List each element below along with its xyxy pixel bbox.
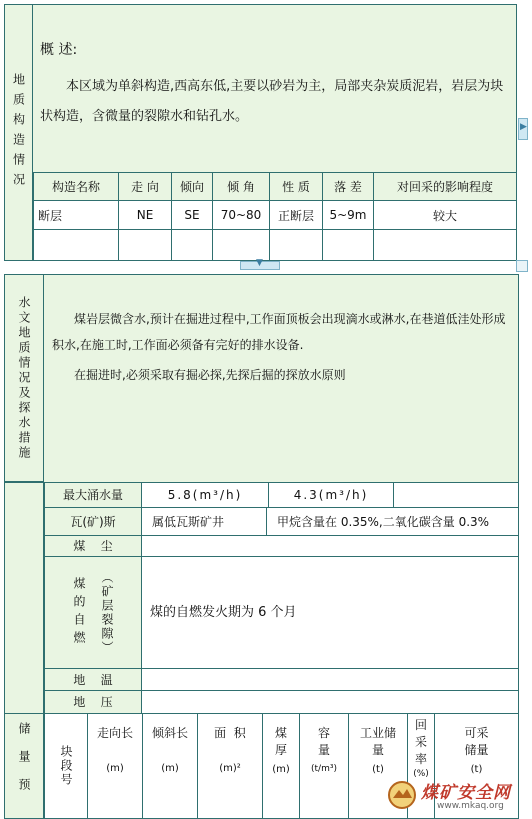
reserve-col-density (300, 714, 349, 819)
reserve-header-industrial: 工业储量 (359, 726, 396, 757)
reserve-unit-strike: (m) (106, 763, 124, 774)
hydro-para-1: 煤岩层微含水,预计在掘进过程中,工作面顶板会出现滴水或淋水,在巷道低洼处形成积水,在施工时,工作面必须备有完好的排水设备. (52, 312, 506, 352)
empty-cell (270, 230, 323, 261)
chevron-right-icon: ▶ (520, 122, 527, 132)
reserve-unit-dip: (m) (161, 763, 179, 774)
gas-label: 瓦(矿)斯 (70, 514, 116, 529)
empty-cell (119, 230, 172, 261)
fire-value: 煤的自燃发火期为 6 个月 (150, 604, 297, 620)
reserve-col-thickness (263, 714, 300, 819)
gas-value: 属低瓦斯矿井 (152, 514, 225, 529)
reserve-header-block: 块段号 (59, 745, 73, 787)
header-nature: 性 质 (270, 173, 323, 201)
header-dip-dir: 倾向 (172, 173, 213, 201)
expand-handle-right[interactable] (518, 118, 528, 140)
overview-title: 概 述: (40, 42, 78, 58)
normal-inflow-value: 4.3(m³/h) (293, 488, 369, 502)
header-throw: 落 差 (323, 173, 374, 201)
reserve-unit-industrial: (t) (372, 764, 384, 775)
header-dip-angle: 倾 角 (213, 173, 270, 201)
gas-label-cell (44, 507, 142, 536)
watermark-text: 煤矿安全网 (421, 783, 511, 803)
reserve-side-cell (4, 713, 44, 819)
dust-value-cell (141, 535, 519, 557)
cell-dip-dir: SE (172, 201, 213, 230)
chevron-down-icon: ▼ (256, 258, 263, 268)
temp-value-cell (141, 668, 519, 691)
hydrology-text-block (52, 306, 512, 388)
reserve-unit-thickness: (m) (272, 764, 290, 775)
max-inflow-label: 最大涌水量 (62, 488, 123, 502)
empty-cell (213, 230, 270, 261)
overview-block (40, 38, 510, 132)
dust-label-cell (44, 535, 142, 557)
hydro-para-2: 在掘进时,必须采取有掘必探,先探后掘的探放水原则 (74, 368, 346, 382)
cell-name: 断层 (34, 201, 119, 230)
reserve-header-strike: 走向长 (96, 726, 133, 740)
reserve-header-thickness: 煤厚 (274, 726, 287, 757)
fire-value-cell (141, 556, 519, 669)
cell-strike: NE (119, 201, 172, 230)
reserve-side-label: 储量预 (17, 722, 31, 806)
resize-grip-icon[interactable] (516, 260, 528, 272)
reserve-col-dip (143, 714, 198, 819)
dust-label: 煤 尘 (73, 539, 113, 553)
empty-cell (323, 230, 374, 261)
reserve-unit-recovery: (%) (413, 769, 429, 779)
pressure-label: 地 压 (73, 695, 113, 709)
empty-cell (172, 230, 213, 261)
reserve-header-area: 面 积 (214, 726, 246, 740)
watermark (385, 776, 531, 818)
reserve-col-area (198, 714, 263, 819)
header-strike: 走 向 (119, 173, 172, 201)
geology-side-label: 地质构造情况 (11, 72, 26, 193)
fire-label-2: （矿层裂隙） (100, 570, 114, 655)
max-inflow-value: 5.8(m³/h) (167, 488, 243, 502)
header-name: 构造名称 (34, 173, 119, 201)
fire-label-cell (44, 556, 142, 669)
cell-dip-angle: 70~80 (213, 201, 270, 230)
fire-label-1: 煤的自燃 (72, 576, 86, 649)
reserve-unit-area: (m)² (219, 763, 241, 774)
reserve-header-mineable: 可采储量 (464, 726, 489, 757)
inflow-empty-cell (393, 482, 519, 508)
empty-cell (374, 230, 517, 261)
temp-label-cell (44, 668, 142, 691)
gas-content: 甲烷含量在 0.35%,二氧化碳含量 0.3% (277, 514, 490, 529)
gas-content-cell (266, 507, 519, 536)
cell-nature: 正断层 (270, 201, 323, 230)
cell-impact: 较大 (374, 201, 517, 230)
normal-inflow-value-cell (268, 482, 394, 508)
watermark-logo (387, 780, 417, 810)
reserve-header-recovery: 回采率 (414, 718, 427, 766)
temp-label: 地 温 (73, 672, 113, 687)
max-inflow-label-cell (44, 482, 142, 508)
expand-handle-bottom[interactable] (240, 258, 280, 270)
gas-value-cell (141, 507, 267, 536)
reserve-unit-density: (t/m³) (311, 764, 337, 774)
hydrology-side-cell (4, 274, 44, 482)
reserve-col-block (45, 714, 88, 819)
reserve-header-density: 容量 (317, 726, 330, 757)
reserve-col-strike (88, 714, 143, 819)
geology-side-cell (4, 4, 33, 261)
cell-throw: 5~9m (323, 201, 374, 230)
hydro-rows-left-blank (4, 482, 44, 714)
watermark-url: www.mkaq.org (437, 801, 504, 811)
max-inflow-value-cell (141, 482, 269, 508)
reserve-header-dip: 倾斜长 (151, 726, 188, 740)
overview-text: 本区域为单斜构造,西高东低,主要以砂岩为主，局部夹杂炭质泥岩，岩层为块状构造，含微量的裂隙水和钻孔水。 (40, 79, 504, 124)
empty-cell (34, 230, 119, 261)
structure-table (33, 172, 517, 261)
pressure-value-cell (141, 690, 519, 714)
pressure-label-cell (44, 690, 142, 714)
hydrology-side-label: 水文地质情况及探水措施 (17, 295, 31, 461)
header-impact: 对回采的影响程度 (374, 173, 517, 201)
reserve-unit-mineable: (t) (470, 764, 483, 775)
